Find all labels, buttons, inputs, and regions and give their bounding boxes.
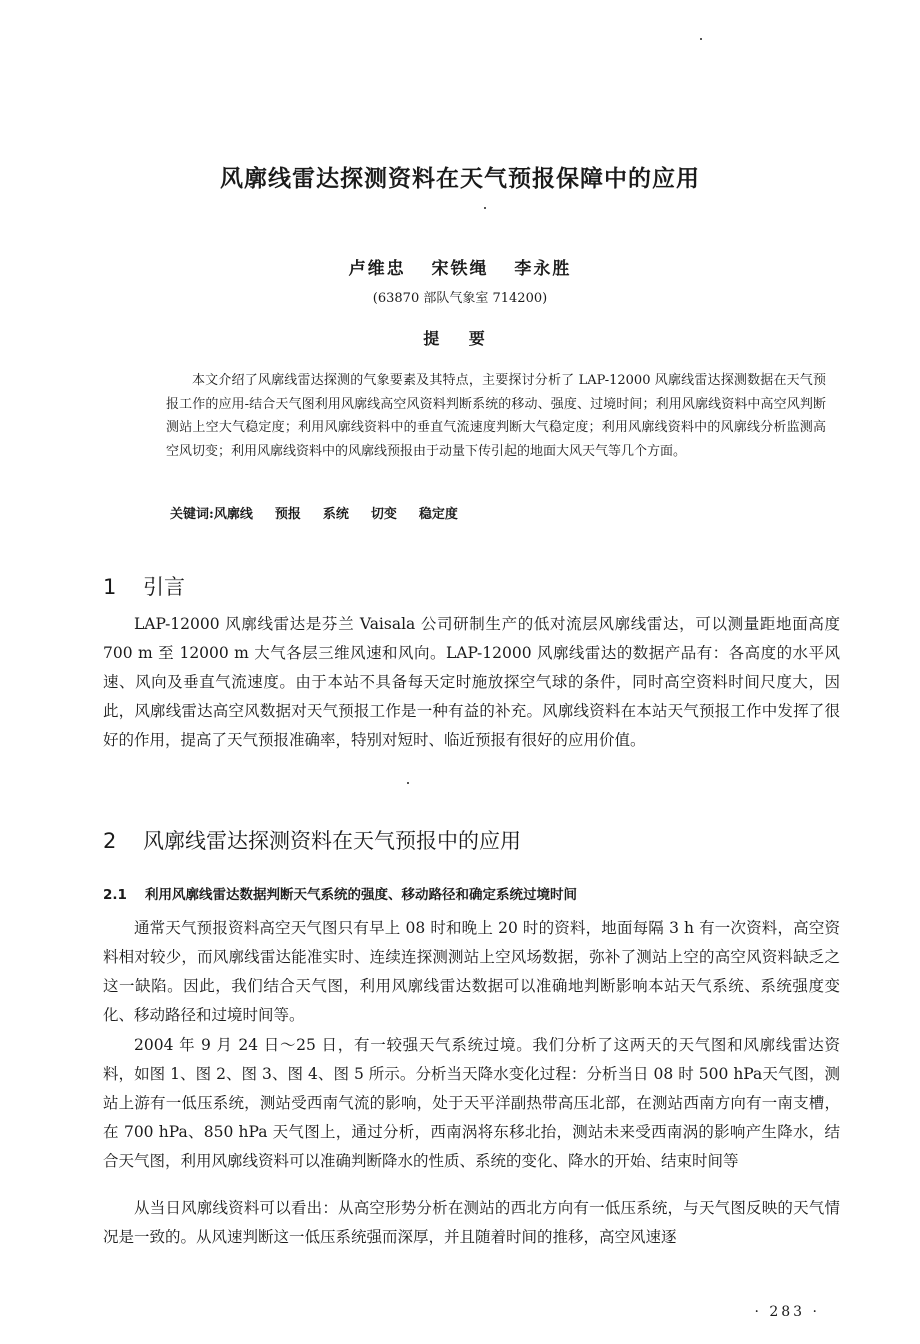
scan-speck bbox=[407, 782, 409, 784]
section-number: 1 bbox=[103, 575, 117, 599]
author-affiliation: (63870 部队气象室 714200) bbox=[372, 291, 548, 306]
page-number: · 283 · bbox=[754, 1304, 820, 1320]
section-heading bbox=[103, 571, 185, 601]
keyword: 切变 bbox=[370, 507, 397, 522]
body-paragraph: LAP-12000 风廓线雷达是芬兰 Vaisala 公司研制生产的低对流层风廓线雷达，可以测量距地面高度 700 m 至 12000 m 大气各层三维风速和风向。LAP-12000 风廓线雷达的数据产品有：各高度的水平风速、风向及垂直气流速度。由于本站不具备每天定时施放探空气球的条件，同时高空资料时间尺度大，因此，风廓线雷达高空风数据对天气预报工作是一种有益的补充。风廓线资料在本站天气预报工作中发挥了很好的作用，提高了天气预报准确率，特别对短时、临近预报有很好的应用价值。 bbox=[103, 615, 840, 749]
body-paragraph: 2004 年 9 月 24 日～25 日，有一较强天气系统过境。我们分析了这两天的天气图和风廓线雷达资料，如图 1、图 2、图 3、图 4、图 5 所示。分析当天降水变化过程：分析当日 08 时 500 hPa天气图，测站上游有一低压系统，测站受西南气流的影响，处于天平洋副热带高压北部，在测站西南方向有一南支槽，在 700 hPa、850 hPa 天气图上，通过分析，西南涡将东移北抬，测站未来受西南涡的影响产生降水，结合天气图，利用风廓线资料可以准确判断降水的性质、系统的变化、降水的开始、结束时间等 bbox=[103, 1036, 840, 1170]
paper-title: 风廓线雷达探测资料在天气预报保障中的应用 bbox=[220, 166, 700, 192]
subsection-title: 利用风廓线雷达数据判断天气系统的强度、移动路径和确定系统过境时间 bbox=[145, 887, 577, 903]
body-paragraph: 通常天气预报资料高空天气图只有早上 08 时和晚上 20 时的资料，地面每隔 3 h 有一次资料，高空资料相对较少，而风廓线雷达能准实时、连续连探测测站上空风场数据，弥补了测站上空的高空风资料缺乏之这一缺陷。因此，我们结合天气图，利用风廓线雷达数据可以准确地判断影响本站天气系统、系统强度变化、移动路径和过境时间等。 bbox=[103, 919, 840, 1024]
keywords-line bbox=[170, 503, 810, 522]
section-title: 风廓线雷达探测资料在天气预报中的应用 bbox=[143, 829, 521, 853]
keywords-label: 关键词: bbox=[170, 507, 214, 522]
abstract-text: 本文介绍了风廓线雷达探测的气象要素及其特点，主要探讨分析了 LAP-12000 风廓线雷达探测数据在天气预报工作的应用-结合天气图利用风廓线高空风资料判断系统的移动、强度、过境时间；利用风廓线资料中高空风判断测站上空大气稳定度；利用风廓线资料中的垂直气流速度判断大气稳定度；利用风廓线资料中的风廓线分析监测高空风切变；利用风廓线资料中的风廓线预报由于动量下传引起的地面大风天气等几个方面。 bbox=[166, 373, 826, 459]
subsection-number: 2.1 bbox=[103, 887, 127, 903]
keyword: 预报 bbox=[274, 507, 301, 522]
body-paragraph: 从当日风廓线资料可以看出：从高空形势分析在测站的西北方向有一低压系统，与天气图反映的天气情况是一致的。从风速判断这一低压系统强而深厚，并且随着时间的推移，高空风速逐 bbox=[103, 1199, 840, 1246]
keyword: 稳定度 bbox=[418, 507, 458, 522]
section-heading bbox=[103, 825, 521, 855]
section-number: 2 bbox=[103, 829, 117, 853]
scan-speck bbox=[484, 207, 486, 209]
abstract-heading: 提 要 bbox=[423, 329, 497, 348]
scan-speck bbox=[700, 38, 702, 40]
subsection-heading bbox=[103, 883, 577, 903]
keyword: 系统 bbox=[322, 507, 349, 522]
author-list: 卢维忠 宋铁绳 李永胜 bbox=[348, 259, 572, 279]
keyword: 风廓线 bbox=[213, 507, 253, 522]
section-title: 引言 bbox=[143, 575, 185, 599]
